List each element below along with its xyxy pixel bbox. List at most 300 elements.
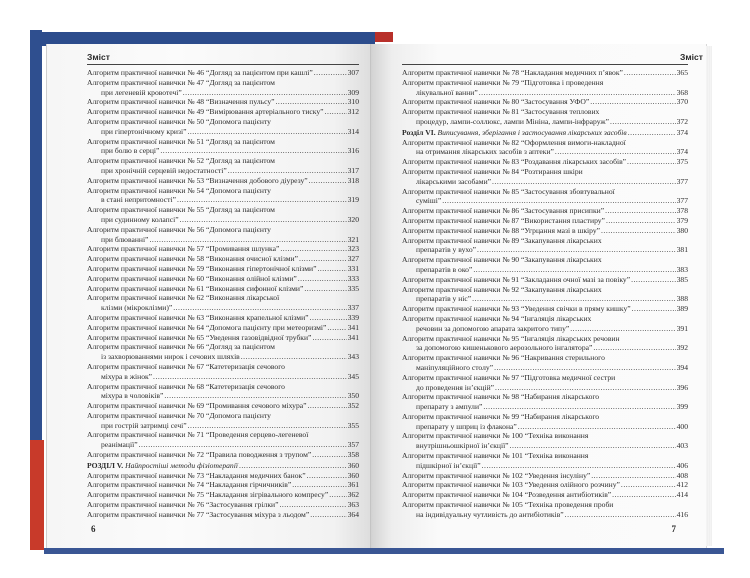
left-page [46,44,373,548]
toc-dot-leader [153,372,347,382]
toc-entry-title: Алгоритм практичної навички № 94 “Інгаляція лікарських [402,313,592,323]
toc-entry [402,471,688,481]
toc-entry-title: Алгоритм практичної навички № 58 “Виконання очисної клізми” [87,254,298,264]
toc-page-number: 357 [347,440,359,450]
toc-page-number: 337 [347,303,359,313]
toc-entry-title: при гіпертонічному кризі” [101,126,187,136]
toc-page-number: 355 [347,420,359,430]
toc-section-title [402,128,627,138]
toc-page-number: 327 [347,254,359,264]
toc-page-number: 352 [347,401,359,411]
toc-dot-leader [180,215,347,225]
toc-page-number: 361 [347,480,359,490]
toc-page-number: 360 [347,470,359,480]
toc-entry-title: речовин за допомогою апарата закритого типу” [416,323,570,333]
toc-entry [402,167,688,177]
toc-dot-leader [160,146,346,156]
toc-entry [402,97,688,107]
toc-entry-title: Алгоритм практичної навички № 97 “Підготовка медичної сестри [402,372,616,382]
toc-page-number: 400 [676,421,688,431]
toc-page-number: 392 [676,343,688,353]
toc-entry-title: Алгоритм практичної навички № 74 “Накладання гірчичників” [87,480,292,490]
toc-entry-title: процедур, лампи-соллюкс, лампи Мініна, лампи-інфраруж” [416,116,610,126]
toc-page-number: 391 [676,323,688,333]
toc-page-number: 320 [347,214,359,224]
toc-page-number: 381 [676,245,688,255]
toc-entry [402,510,688,520]
toc-entry [87,127,359,137]
toc-page-number: 362 [347,490,359,500]
toc-entry-title: Алгоритм практичної навички № 73 “Накладання медичних банок” [87,470,306,480]
toc-dot-leader [605,206,676,216]
toc-dot-leader [279,500,346,510]
toc-page-number: 314 [347,126,359,136]
toc-page-number: 312 [347,107,359,117]
toc-entry [402,392,688,402]
toc-entry-title: Алгоритм практичної навички № 77 “Застосування міхура з льодом” [87,509,310,519]
left-toc-list [87,68,359,520]
toc-entry-title: Алгоритм практичної навички № 70 “Допомога пацієнту [87,410,271,420]
toc-page-number: 412 [676,480,688,490]
toc-dot-leader [612,490,675,500]
toc-dot-leader [327,323,346,333]
toc-dot-leader [325,107,347,117]
toc-entry [87,382,359,392]
toc-entry-title: Алгоритм практичної навички № 59 “Виконання гіпертонічної клізми” [87,263,317,273]
toc-entry-title: міхура в жінок” [101,371,153,381]
toc-entry [402,314,688,324]
toc-entry-title: Алгоритм практичної навички № 104 “Розведення антибіотиків” [402,490,612,500]
toc-entry [87,471,359,481]
toc-entry-title: препарату у шприц із флакона” [416,421,517,431]
toc-page-number: 358 [347,450,359,460]
toc-entry [402,138,688,148]
toc-entry [87,146,359,156]
toc-dot-leader [442,196,675,206]
toc-entry-title: Алгоритм практичної навички № 68 “Катетеризація сечового [87,381,285,391]
toc-entry [87,372,359,382]
toc-page-number: 363 [347,500,359,510]
toc-entry [87,215,359,225]
toc-entry [87,107,359,117]
toc-entry-title: Алгоритм практичної навички № 83 “Роздавання лікарських засобів” [402,157,627,167]
toc-entry-title: при гострій затримці сечі” [101,420,187,430]
toc-entry [87,421,359,431]
toc-entry [87,490,359,500]
toc-entry-title: Алгоритм практичної навички № 81 “Застосування теплових [402,107,600,117]
page-edges [706,46,712,546]
toc-entry [402,383,688,393]
toc-entry [402,324,688,334]
toc-dot-leader [492,177,676,187]
toc-entry [402,363,688,373]
toc-page-number: 372 [676,116,688,126]
toc-dot-leader [473,265,675,275]
toc-entry [402,245,688,255]
toc-entry [87,244,359,254]
book-cover-spine-red [30,440,44,550]
toc-entry-title: Алгоритм практичної навички № 47 “Догляд за пацієнтом [87,77,275,87]
toc-section-name: Виписування, зберігання і застосування лікарських засобів [437,127,627,137]
toc-page-number: 319 [347,195,359,205]
toc-page-number: 377 [676,176,688,186]
toc-page-number: 318 [347,175,359,185]
toc-entry [402,500,688,510]
toc-entry [402,451,688,461]
toc-entry-title: Алгоритм практичної навички № 89 “Закапування лікарських [402,235,602,245]
toc-dot-leader [304,284,346,294]
toc-entry [87,411,359,421]
toc-page-number: 388 [676,294,688,304]
toc-entry [402,236,688,246]
toc-dot-leader [310,313,347,323]
toc-dot-leader [173,303,346,313]
book-cover-top-red-edge [375,32,393,42]
toc-dot-leader [280,244,346,254]
toc-page-number: 321 [347,234,359,244]
toc-dot-leader [627,157,676,167]
toc-dot-leader [314,68,347,78]
toc-entry [87,195,359,205]
toc-entry-title: Алгоритм практичної навички № 91 “Закладання очної мазі за повіку” [402,274,631,284]
toc-entry-title: Алгоритм практичної навички № 86 “Застосування присипки” [402,206,605,216]
toc-entry-title: Алгоритм практичної навички № 67 “Катетеризація сечового [87,361,285,371]
toc-entry [87,88,359,98]
toc-dot-leader [606,216,676,226]
toc-entry-title: Алгоритм практичної навички № 93 “Уведення свічки в пряму кишку” [402,304,631,314]
toc-section-title [87,461,238,471]
toc-page-number: 335 [347,283,359,293]
toc-entry-title: Алгоритм практичної навички № 55 “Догляд за пацієнтом [87,205,275,215]
toc-dot-leader [329,490,346,500]
toc-entry-title: Алгоритм практичної навички № 87 “Використання пластиру” [402,215,605,225]
toc-page-number: 414 [676,490,688,500]
toc-entry-title: при болю в серці” [101,146,160,156]
toc-page-number: 374 [676,147,688,157]
toc-page-number: 307 [347,68,359,77]
toc-entry [87,303,359,313]
toc-entry [402,422,688,432]
toc-dot-leader [298,274,347,284]
toc-entry-title: Алгоритм практичної навички № 66 “Догляд за пацієнтом [87,342,275,352]
toc-entry-title: при блюванні” [101,234,149,244]
toc-entry [87,235,359,245]
toc-entry-title: Алгоритм практичної навички № 62 “Виконання лікарської [87,293,280,303]
toc-entry [402,343,688,353]
toc-dot-leader [632,304,676,314]
toc-entry-title: Алгоритм практичної навички № 51 “Догляд за пацієнтом [87,136,275,146]
toc-page-number: 370 [676,97,688,107]
toc-dot-leader [149,235,346,245]
toc-dot-leader [479,88,676,98]
toc-entry-title: Алгоритм практичної навички № 88 “Угрцання мазі в шкіру” [402,225,601,235]
toc-page-number: 339 [347,312,359,322]
toc-entry-title: лікарськими засобами” [416,176,492,186]
toc-dot-leader [309,176,347,186]
toc-entry-title: Алгоритм практичної навички № 92 “Закапування лікарських [402,284,602,294]
toc-entry [402,117,688,127]
toc-entry-title: Алгоритм практичної навички № 65 “Уведення газовідвідної трубки” [87,332,312,342]
toc-entry [87,440,359,450]
toc-page-number: 331 [347,263,359,273]
toc-entry [402,255,688,265]
toc-dot-leader [312,450,346,460]
toc-page-number: 310 [347,97,359,107]
toc-page-number: 380 [676,225,688,235]
toc-page-number: 406 [676,460,688,470]
right-page [372,44,707,548]
toc-entry [402,275,688,285]
toc-dot-leader [317,264,346,274]
toc-entry [87,68,359,78]
toc-entry [402,373,688,383]
toc-entry [402,285,688,295]
toc-page-number: 343 [347,352,359,362]
toc-entry [402,216,688,226]
toc-entry-title: на отримання лікарських засобів з аптеки” [416,147,554,157]
toc-dot-leader [228,166,347,176]
toc-entry-title: до проведення ін’єкцій” [416,382,495,392]
toc-entry-title: Алгоритм практичної навички № 64 “Допомога пацієнту при метеоризмі” [87,322,327,332]
toc-page-number: 403 [676,441,688,451]
toc-section-label: Розділ VI. [402,127,436,137]
toc-entry [402,88,688,98]
toc-entry-title: Алгоритм практичної навички № 85 “Застосування збовтувальної [402,186,615,196]
toc-dot-leader [164,391,346,401]
toc-dot-leader [239,461,347,471]
toc-page-number: 317 [347,165,359,175]
toc-entry-title: при хронічній серцевій недостатності” [101,165,227,175]
toc-dot-leader [510,441,676,451]
toc-dot-leader [495,383,676,393]
toc-entry-title: Алгоритм практичної навички № 61 “Виконання сифонної клізми” [87,283,304,293]
toc-entry-title: Алгоритм практичної навички № 48 “Визначення пульсу” [87,97,275,107]
toc-entry-title: Алгоритм практичної навички № 102 “Уведення інсуліну” [402,470,591,480]
toc-dot-leader [139,440,347,450]
toc-entry [402,412,688,422]
toc-entry [87,352,359,362]
toc-entry-title: за допомогою кишенькового аерозольного інгалятора” [416,343,593,353]
toc-entry [402,431,688,441]
toc-page-number: 379 [676,215,688,225]
toc-entry [87,137,359,147]
toc-entry [402,294,688,304]
toc-dot-leader [241,352,347,362]
toc-entry-title: клізми (мікроклізми)” [101,303,173,313]
toc-entry [87,293,359,303]
toc-dot-leader [310,510,346,520]
toc-entry-title: Алгоритм практичної навички № 52 “Догляд за пацієнтом [87,156,275,166]
toc-page-number: 389 [676,304,688,314]
toc-page-number: 345 [347,371,359,381]
toc-page-number: 341 [347,332,359,342]
toc-entry-title: внутрішньошкірної ін’єкції” [416,441,509,451]
toc-dot-leader [483,402,675,412]
toc-entry [402,461,688,471]
toc-entry-title: Алгоритм практичної навички № 79 “Підготовка і проведення [402,77,604,87]
left-page-header: Зміст [87,52,110,62]
toc-dot-leader [292,480,346,490]
toc-page-number: 309 [347,87,359,97]
toc-dot-leader [187,127,346,137]
toc-entry [402,206,688,216]
toc-entry [87,391,359,401]
toc-dot-leader [299,254,347,264]
toc-dot-leader [177,195,347,205]
toc-entry [87,333,359,343]
toc-entry [402,107,688,117]
toc-entry-title: Алгоритм практичної навички № 72 “Правила поводження з трупом” [87,450,312,460]
toc-entry [87,510,359,520]
toc-page-number: 341 [347,322,359,332]
toc-entry-title: Алгоритм практичної навички № 71 “Проведення серцево-легеневої [87,430,309,440]
toc-page-number: 385 [676,274,688,284]
toc-entry-title: реанімації” [101,440,138,450]
toc-entry [87,156,359,166]
toc-dot-leader [565,510,676,520]
toc-entry [402,157,688,167]
toc-entry-title: Алгоритм практичної навички № 95 “Інгаляція лікарських речовин [402,333,620,343]
toc-dot-leader [631,275,676,285]
toc-entry-title: Алгоритм практичної навички № 56 “Допомога пацієнту [87,224,271,234]
toc-dot-leader [593,343,675,353]
toc-entry-title: препаратів в око” [416,264,473,274]
toc-entry-title: міхура в чоловіків” [101,391,164,401]
toc-entry [87,500,359,510]
toc-page-number: 368 [676,87,688,97]
toc-entry [402,353,688,363]
toc-section-heading [87,461,359,471]
toc-entry [87,430,359,440]
toc-entry [87,450,359,460]
toc-entry-title: Алгоритм практичної навички № 53 “Визначення добового діурезу” [87,175,308,185]
toc-dot-leader [183,88,347,98]
toc-page-number: 378 [676,206,688,216]
toc-page-number: 394 [676,362,688,372]
toc-entry-title: Алгоритм практичної навички № 105 “Техніка проведення проби [402,500,614,510]
toc-dot-leader [591,471,675,481]
toc-entry [87,274,359,284]
toc-entry-title: Алгоритм практичної навички № 100 “Техніка виконання [402,431,589,441]
toc-section-label: РОЗДІЛ V. [87,460,124,470]
toc-entry [402,480,688,490]
toc-page-number: 323 [347,244,359,254]
toc-entry [402,78,688,88]
toc-entry [87,480,359,490]
toc-dot-leader [621,480,676,490]
toc-entry [402,147,688,157]
toc-entry [402,441,688,451]
toc-entry-title: Алгоритм практичної навички № 90 “Закапування лікарських [402,255,602,265]
toc-entry-title: Алгоритм практичної навички № 63 “Виконання крапельної клізми” [87,312,309,322]
toc-entry-title: при судинному колапсі” [101,214,179,224]
toc-dot-leader [307,471,347,481]
toc-entry [87,362,359,372]
toc-entry [87,97,359,107]
toc-dot-leader [494,363,676,373]
toc-entry [87,176,359,186]
toc-dot-leader [555,147,676,157]
toc-page-number: 374 [676,127,688,137]
toc-page-number: 377 [676,196,688,206]
toc-section-name: Найпростіші методи фізіотерапії [125,460,238,470]
toc-dot-leader [570,324,675,334]
toc-dot-leader [518,422,676,432]
toc-entry-title: Алгоритм практичної навички № 60 “Виконання олійної клізми” [87,273,297,283]
toc-entry-title: при легеневій кровотечі” [101,87,182,97]
toc-entry-title: із захворюваннями нирок і сечових шляхів [101,352,240,362]
toc-entry [87,342,359,352]
toc-entry [87,166,359,176]
toc-entry-title: лікувальної ванни” [416,87,478,97]
toc-entry-title: маніпуляційного столу” [416,362,494,372]
toc-entry-title: Алгоритм практичної навички № 103 “Уведення олійного розчину” [402,480,620,490]
toc-dot-leader [188,421,347,431]
toc-entry [87,225,359,235]
toc-dot-leader [477,245,676,255]
toc-page-number: 364 [347,509,359,519]
toc-page-number: 365 [676,68,688,77]
toc-page-number: 350 [347,391,359,401]
toc-entry [402,196,688,206]
toc-entry-title: Алгоритм практичної навички № 50 “Допомога пацієнту [87,116,271,126]
toc-dot-leader [628,128,676,138]
toc-entry-title: Алгоритм практичної навички № 99 “Набирання лікарського [402,411,600,421]
toc-entry-title: Алгоритм практичної навички № 54 “Допомога пацієнту [87,185,271,195]
toc-entry [87,254,359,264]
toc-entry-title: Алгоритм практичної навички № 101 “Техніка виконання [402,451,589,461]
toc-entry-title: підшкірної ін’єкції” [416,460,481,470]
toc-page-number: 396 [676,382,688,392]
toc-entry-title: Алгоритм практичної навички № 98 “Набирання лікарського [402,392,600,402]
right-page-number: 7 [671,524,676,534]
toc-entry [402,187,688,197]
toc-entry-title: Алгоритм практичної навички № 69 “Промивання сечового міхура” [87,401,307,411]
toc-dot-leader [624,68,676,78]
toc-entry [402,402,688,412]
left-page-number: 6 [91,524,96,534]
toc-entry-title: Алгоритм практичної навички № 84 “Розтирання шкіри [402,166,583,176]
toc-entry-title: Алгоритм практичної навички № 80 “Застосування УФО” [402,97,590,107]
toc-dot-leader [482,461,676,471]
right-page-header: Зміст [680,52,703,62]
toc-section-heading [402,128,688,138]
toc-entry-title: на індивідуальну чутливість до антибіотиків” [416,509,564,519]
toc-entry-title: Алгоритм практичної навички № 76 “Застосування грілки” [87,500,279,510]
toc-dot-leader [610,117,676,127]
toc-page-number: 399 [676,402,688,412]
toc-entry-title: препаратів у ніс” [416,294,472,304]
toc-entry-title: в стані непритомності” [101,195,176,205]
toc-entry [402,304,688,314]
toc-entry-title: Алгоритм практичної навички № 78 “Накладання медичних п’явок” [402,68,623,77]
toc-entry-title: Алгоритм практичної навички № 75 “Накладання зігрівального компресу” [87,490,329,500]
toc-page-number: 360 [347,460,359,470]
book-cover-bottom-edge [44,548,724,554]
toc-page-number: 383 [676,264,688,274]
toc-entry-title: препаратів у вухо” [416,245,477,255]
toc-entry [402,334,688,344]
toc-entry-title: Алгоритм практичної навички № 82 “Оформлення вимоги-накладної [402,137,626,147]
toc-entry [402,490,688,500]
toc-page-number: 316 [347,146,359,156]
toc-entry [87,78,359,88]
toc-entry [87,313,359,323]
toc-dot-leader [590,97,675,107]
toc-entry [87,264,359,274]
toc-entry [402,265,688,275]
toc-entry-title: Алгоритм практичної навички № 57 “Промивання шлунка” [87,244,280,254]
